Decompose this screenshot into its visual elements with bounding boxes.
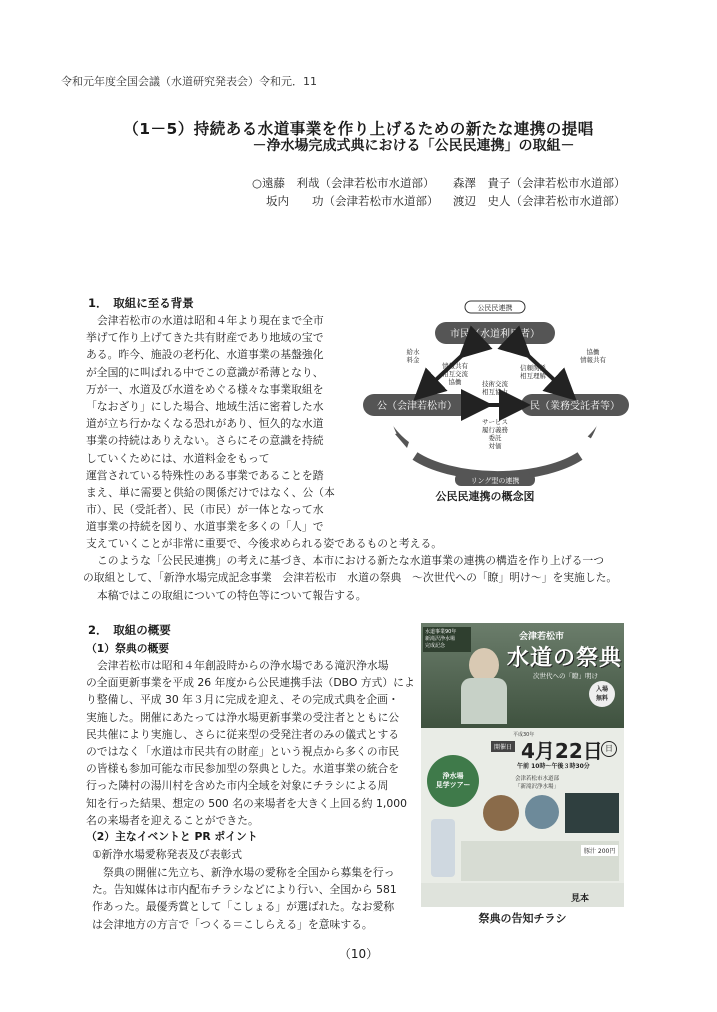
flyer-city: 会津若松市 xyxy=(519,632,565,642)
text-line: た。告知媒体は市内配布チラシなどにより行い、全国から 581 xyxy=(92,883,397,897)
text-line: 挙げて作り上げてきた共有財産であり地域の宝で xyxy=(86,331,324,345)
text-line: 行った隣村の湯川村を含めた市内全域を対象にチラシによる周 xyxy=(86,779,389,793)
node-private-label: 民（業務受託者等） xyxy=(530,401,620,412)
flyer-corner-line: 水道事業90年 xyxy=(425,629,457,635)
author-2: 森澤 貴子（会津若松市水道部） xyxy=(453,176,626,190)
text-line: の皆様も参加可能な市民参加型の祭典とした。水道事業の統合を xyxy=(86,762,400,776)
text-line: 祭典の開催に先立ち、新浄水場の愛称を全国から募集を行っ xyxy=(103,866,395,879)
concept-diagram xyxy=(355,296,635,496)
text-line: まえ、単に需要と供給の関係だけではなく、公（本 xyxy=(86,486,335,500)
flyer-hours: 午前 10時～午後３時30分 xyxy=(517,763,590,770)
text-line: 作あった。最優秀賞として「こしょる」が選ばれた。なお愛称 xyxy=(92,900,395,914)
section2-heading: 2． 取組の概要 xyxy=(88,623,171,637)
flyer-corner-note xyxy=(423,627,471,652)
child-body-photo xyxy=(461,678,507,724)
running-header: 令和元年度全国会議（水道研究発表会）令和元．11 xyxy=(61,75,317,88)
text-line: このような「公民民連携」の考えに基づき、本市における新たな水道事業の連携の構造を作り上げる一つ xyxy=(97,554,605,568)
section1-narrow-text xyxy=(86,312,346,536)
text-line: り整備し、平成 30 年３月に完成を迎え、その完成式典を企画・ xyxy=(86,693,399,707)
text-line: 支えていくことが非常に重要で、今後求められる姿であるものと考える。 xyxy=(86,537,443,550)
flyer-date: 4月22日 xyxy=(521,739,603,763)
label-right-mid-1: 相互理解 xyxy=(520,372,546,380)
label-bottom-3: 対価 xyxy=(488,442,502,450)
text-line: の全面更新事業を平成 26 年度から公民連携手法（DBO 方式）によ xyxy=(86,676,415,690)
text-line: 会津若松市は昭和４年創設時からの浄水場である滝沢浄水場 xyxy=(97,659,389,672)
flyer-venue xyxy=(515,775,559,791)
author-3: 坂内 功（会津若松市水道部） xyxy=(266,194,439,208)
author-1: ○遠藤 利哉（会津若松市水道部） xyxy=(252,176,435,190)
text-line: 実施した。開催にあたっては浄水場更新事業の受注者とともに公 xyxy=(86,710,400,724)
label-center-left-2: 協働 xyxy=(448,378,462,386)
text-line: していくためには、水道料金をもって xyxy=(86,451,270,465)
flyer-sample-mark: 見本 xyxy=(571,894,590,904)
flyer-date-prefix: 平成30年 xyxy=(513,732,535,738)
child-photo xyxy=(469,648,499,682)
flyer-food-photo xyxy=(483,795,519,831)
text-line: 市）、民（受託者）、民（市民）が一体となって水 xyxy=(86,503,324,517)
paper-title: （1－5）持続ある水道事業を作り上げるための新たな連携の提唱 xyxy=(123,120,594,138)
tour-line: 見学ツアー xyxy=(435,781,471,789)
label-center-0: 技術交流 xyxy=(482,380,508,388)
text-line: 「なおざり」にした場合、地域生活に密着した水 xyxy=(86,400,324,414)
flyer-free-badge xyxy=(589,681,615,707)
text-line: のではなく「水道は市民共有の財産」という視点から多くの市民 xyxy=(86,745,400,759)
text-line: 運営されている特殊性のある事業であることを踏 xyxy=(86,468,324,482)
tour-line: 浄水場 xyxy=(442,772,464,780)
label-left-top-1: 料金 xyxy=(406,356,420,364)
text-line: の取組として、「新浄水場完成記念事業 会津若松市 水道の祭典 ～次世代への「瞭」明け～」を実施した。 xyxy=(83,571,618,585)
flyer-bottle-image xyxy=(431,819,455,877)
flyer-weekday: 日 xyxy=(601,741,617,757)
node-city-label: 公（会津若松市） xyxy=(377,401,457,412)
flyer-footer xyxy=(421,883,624,907)
festival-flyer xyxy=(421,623,624,907)
label-bottom-1: 履行義務 xyxy=(482,426,508,434)
diagram-caption: 公民民連携の概念図 xyxy=(435,490,535,503)
section1-heading: 1． 取組に至る背景 xyxy=(88,296,194,310)
label-center-left-1: 相互交流 xyxy=(442,370,468,378)
flyer-corner-line: 完成記念 xyxy=(425,643,446,649)
badge-line: 無料 xyxy=(595,695,608,702)
text-line: 民共催により実施し、さらに従来型の受発注者のみの儀式とする xyxy=(86,727,400,741)
label-center-left-0: 情報共有 xyxy=(442,362,468,370)
subsection1-text xyxy=(86,657,416,829)
label-right-mid-0: 信頼関係 xyxy=(520,364,546,372)
node-citizen-label: 市民（水道利用者） xyxy=(450,329,540,340)
text-line: が全国的に叫ばれる中でこの意識が希薄となり、 xyxy=(86,365,324,379)
text-line: 万が一、水道及び水道をめぐる様々な事業取組を xyxy=(86,382,324,396)
flyer-price: 豚汁 200円 xyxy=(581,845,618,856)
bottom-tag-label: リング型の連携 xyxy=(470,477,520,485)
flyer-venue-label: 開催日 xyxy=(491,741,515,752)
flyer-caption: 祭典の告知チラシ xyxy=(478,912,567,925)
subsection2-item: ①新浄水場愛称発表及び表彰式 xyxy=(92,848,243,861)
flyer-tagline: 次世代への「瞭」明け xyxy=(533,672,598,680)
flyer-title: 水道の祭典 xyxy=(507,646,623,671)
subsection1-heading: （1）祭典の概要 xyxy=(86,642,170,655)
text-line: 会津若松市の水道は昭和４年より現在まで全市 xyxy=(97,314,324,327)
paper-subtitle: －浄水場完成式典における「公民民連携」の取組－ xyxy=(252,138,575,154)
label-bottom-2: 委託 xyxy=(488,434,502,442)
label-bottom-0: サービス xyxy=(482,418,508,426)
flyer-event-photo xyxy=(525,795,559,829)
text-line: 事業の持続はありえない。さらにその意識を持続 xyxy=(86,434,324,448)
label-left-top-0: 給水 xyxy=(406,348,420,356)
venue-line: 会津若松市水道部 xyxy=(515,776,560,782)
label-center-1: 相互協力 xyxy=(482,388,508,396)
subsection2-heading: （2）主なイベントと PR ポイント xyxy=(86,830,258,843)
text-line: ある。昨今、施設の老朽化、水道事業の基盤強化 xyxy=(86,348,324,362)
text-line: 知を行った結果、想定の 500 名の来場者を大きく上回る約 1,000 xyxy=(86,796,407,810)
badge-line: 入場 xyxy=(595,686,608,693)
flyer-tour-circle xyxy=(427,755,479,807)
subsection2-text xyxy=(92,864,417,933)
author-list xyxy=(0,0,717,220)
section1-wide-text xyxy=(83,535,646,604)
text-line: 本稿ではこの取組についての特色等について報告する。 xyxy=(97,588,367,602)
flyer-corner-line: 新滝沢浄水場 xyxy=(425,636,456,642)
text-line: 道が立ち行かなくなる恐れがあり、恒久的な水道 xyxy=(86,417,324,431)
venue-line: 「新滝沢浄水場」 xyxy=(515,784,560,790)
flyer-plant-photo xyxy=(565,793,619,833)
label-right-top-1: 情報共有 xyxy=(580,356,606,364)
author-4: 渡辺 史人（会津若松市水道部） xyxy=(453,194,626,208)
text-line: は会津地方の方言で「つくる＝こしらえる」を意味する。 xyxy=(92,917,373,931)
top-tag-label: 公民民連携 xyxy=(477,304,513,312)
label-right-top-0: 協働 xyxy=(586,348,600,356)
text-line: 名の来場者を迎えることができた。 xyxy=(86,813,259,827)
page-number: （10） xyxy=(338,947,379,961)
text-line: 道事業の持続を図り、水道事業を多くの「人」で xyxy=(86,520,324,534)
